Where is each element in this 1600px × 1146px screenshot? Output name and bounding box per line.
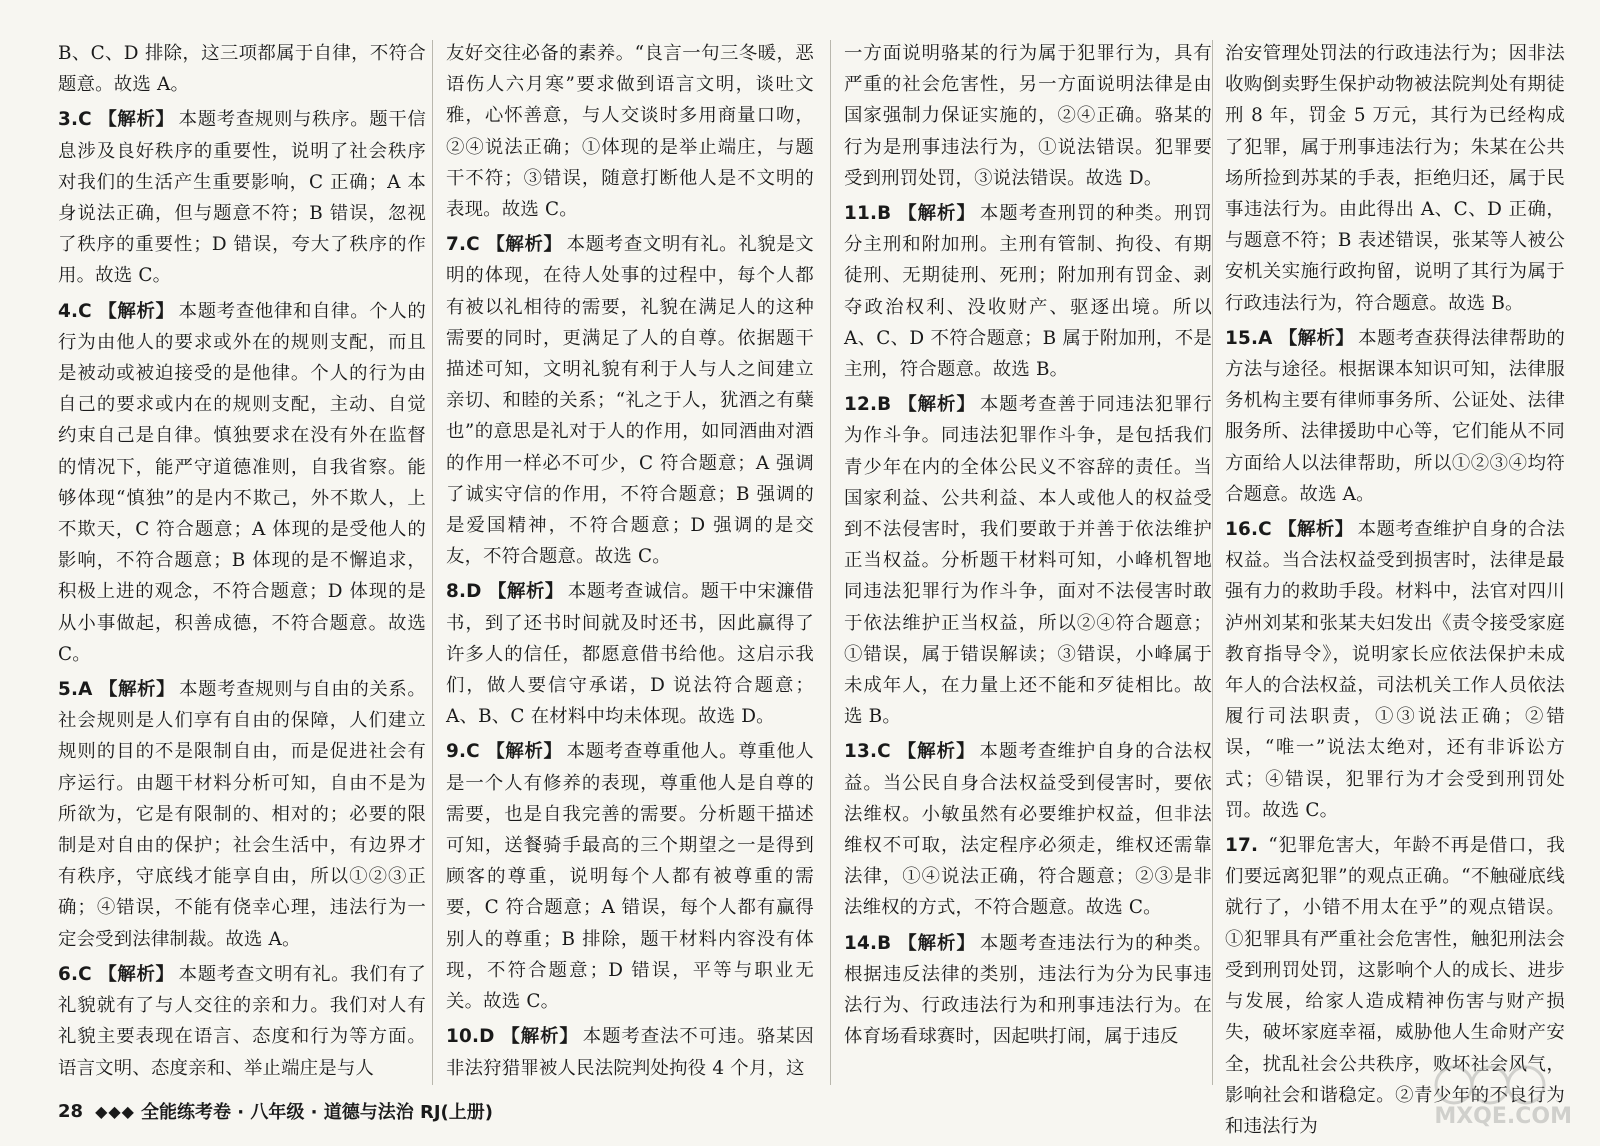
answer-text: 本题考查尊重他人。尊重他人是一个人有修养的表现，尊重他人是自尊的需要，也是自我完善的需要。分析题干描述可知，送餐骑手最高的三个期望之一是得到顾客的尊重，说明每个人都有被尊重的需要，C 符合题意；A 错误，每个人都有赢得别人的尊重；B 排除，题干材料内容没有体现，不符合题意；D 错误，平等与职业无关。故选 C。 [446,741,814,1013]
analysis-tag: 【解析】 [98,679,176,701]
answer-number: 16.C [1225,519,1272,541]
column-2 [446,38,814,1088]
analysis-tag: 【解析】 [97,109,175,131]
answer-number: 8.D [446,581,482,603]
analysis-tag: 【解析】 [485,741,563,763]
page-number: 28 [58,1100,84,1122]
continuation-text: 一方面说明骆某的行为属于犯罪行为，具有严重的社会危害性，另一方面说明法律是由国家强制力保证实施的，②④正确。骆某的行为是刑事违法行为，①说法错误。犯罪要受到刑罚处罚，③说法错误。故选 D。 [844,43,1212,189]
answer-number: 5.A [58,679,93,701]
answer-number: 4.C [58,300,92,322]
answer-text: 本题考查诚信。题干中宋濂借书，到了还书时间就及时还书，因此赢得了许多人的信任，都愿意借书给他。这启示我们，做人要信守承诺，D 说法符合题意；A、B、C 在材料中均未体现。故选 D。 [446,581,814,728]
answer-entry-6 [58,959,426,1084]
answer-text: 本题考查法不可违。骆某因非法狩猎罪被人民法院判处拘役 4 个月，这 [446,1026,814,1079]
answer-text: 本题考查善于同违法犯罪行为作斗争。同违法犯罪作斗争，是包括我们青少年在内的全体公民义不容辞的责任。当国家利益、公共利益、本人或他人的权益受到不法侵害时，我们要敢于并善于依法维护正当权益。分析题干材料可知，小峰机智地同违法犯罪行为作斗争，面对不法侵害时敢于依法维护正当权益，所以②④符合题意；①错误，属于错误解读；③错误，小峰属于未成年人，在力量上还不能和歹徒相比。故选 B。 [844,394,1212,728]
answer-entry-3 [58,104,426,291]
answer-text: 本题考查规则与自由的关系。社会规则是人们享有自由的保障，人们建立规则的目的不是限制自由，而是促进社会有序运行。由题干材料分析可知，自由不是为所欲为，它是有限制的、相对的；必要的限制是对自由的保护；社会生活中，有边界才有秩序，守底线才能享自由，所以①②③正确；④错误，不能有侥幸心理，违法行为一定会受到法律制裁。故选 A。 [58,679,426,950]
analysis-tag: 【解析】 [1278,327,1355,349]
answer-entry-12 [844,389,1212,732]
column-divider [1212,40,1213,1085]
page-footer [58,1098,493,1124]
answer-text: 本题考查他律和自律。个人的行为由他人的要求或外在的规则支配，而且是被动或被迫接受的是他律。个人的行为由自己的要求或内在的规则支配，主动、自觉约束自己是自律。慎独要求在没有外在监督的情况下，能严守道德准则，自我省察。能够体现“慎独”的是内不欺己，外不欺人，上不欺天，C 符合题意；A 体现的是受他人的影响，不符合题意；B 体现的是不懈追求，积极上进的观念，不符合题意；D 体现的是从小事做起，积善成德，不符合题意。故选 C。 [58,300,426,665]
answer-number: 3.C [58,109,92,131]
answer-entry-13 [844,736,1212,923]
answer-entry-10 [446,1021,814,1083]
column-divider [432,40,433,1085]
watermark-icon [1432,1063,1572,1107]
answer-entry-7 [446,229,814,572]
answer-number: 14.B [844,932,892,954]
answer-entry-9 [446,736,814,1017]
continuation-text: 治安管理处罚法的行政违法行为；因非法收购倒卖野生保护动物被法院判处有期徒刑 8 年，罚金 5 万元，其行为已经构成了犯罪，属于刑事违法行为；朱某在公共场所捡到苏某的手表，拒绝归还，属于民事违法行为。由此得出 A、C、D 正确，与题意不符；B 表述错误，张某等人被公安机关实施行政拘留，说明了其行为属于行政违法行为，符合题意。故选 B。 [1225,43,1565,314]
answer-text: 本题考查规则与秩序。题干信息涉及良好秩序的重要性，说明了社会秩序对我们的生活产生重要影响，C 正确；A 本身说法正确，但与题意不符；B 错误，忽视了秩序的重要性；D 错误，夸大了秩序的作用。故选 C。 [58,109,426,287]
answer-number: 11.B [844,203,892,225]
answer-number: 6.C [58,963,92,985]
answer-text: “犯罪危害大，年龄不再是借口，我们要远离犯罪”的观点正确。“不触碰底线就行了，小错不用太在乎”的观点错误。①犯罪具有严重社会危害性，触犯刑法会受到刑罚处罚，这影响个人的成长、进步与发展，给家人造成精神伤害与财产损失，破坏家庭幸福，威胁他人生命财产安全，扰乱社会公共秩序，败坏社会风气，影响社会和谐稳定。②青少年的不良行为和违法行为 [1225,835,1565,1137]
answer-entry-15 [1225,323,1565,510]
column-4 [1225,38,1565,1146]
column-3 [844,38,1212,1057]
analysis-tag: 【解析】 [1277,519,1354,541]
analysis-tag: 【解析】 [897,394,976,416]
analysis-tag: 【解析】 [897,203,976,225]
analysis-tag: 【解析】 [97,300,175,322]
answer-text: 本题考查文明有礼。礼貌是文明的体现，在待人处事的过程中，每个人都有被以礼相待的需要，礼貌在满足人的这种需要的同时，更满足了人的自尊。依据题干描述可知，文明礼貌有利于人与人之间建立亲切、和睦的关系；“礼之于人，犹酒之有蘖也”的意思是礼对于人的作用，如同酒曲对酒的作用一样必不可少，C 符合题意；A 强调了诚实守信的作用，不符合题意；B 强调的是爱国精神，不符合题意；D 强调的是交友，不符合题意。故选 C。 [446,234,814,568]
answer-entry-14 [844,928,1212,1053]
continuation-text: B、C、D 排除，这三项都属于自律，不符合题意。故选 A。 [58,43,426,96]
column-divider [830,40,831,1085]
answer-text: 本题考查获得法律帮助的方法与途径。根据课本知识可知，法律服务机构主要有律师事务所、公证处、法律服务所、法律援助中心等，它们能从不同方面给人以法律帮助，所以①②③④均符合题意。故选 A。 [1225,327,1565,505]
answer-number: 15.A [1225,327,1273,349]
column-1 [58,38,426,1088]
analysis-tag: 【解析】 [896,741,976,763]
answer-entry-16 [1225,514,1565,826]
diamond-icons: ◆◆◆ [95,1101,135,1121]
answer-text: 本题考查违法行为的种类。根据违反法律的类别，违法行为分为民事违法行为、行政违法行为和刑事违法行为。在体育场看球赛时，因起哄打闹，属于违反 [844,932,1212,1048]
answer-text: 本题考查文明有礼。我们有了礼貌就有了与人交往的亲和力。我们对人有礼貌主要表现在语言、态度和行为等方面。语言文明、态度亲和、举止端庄是与人 [58,963,426,1079]
analysis-tag: 【解析】 [485,234,563,256]
answer-number: 10.D [446,1026,495,1048]
analysis-tag: 【解析】 [500,1026,579,1048]
answer-number: 7.C [446,234,480,256]
answer-entry-5 [58,674,426,955]
watermark-text: MXQE.COM [1434,1104,1572,1129]
answer-entry-11 [844,198,1212,385]
answer-entry-4 [58,296,426,670]
continuation-text: 友好交往必备的素养。“良言一句三冬暖，恶语伤人六月寒”要求做到语言文明，谈吐文雅，心怀善意，与人交谈时多用商量口吻，②④说法正确；①体现的是举止端庄，与题干不符；③错误，随意打断他人是不文明的表现。故选 C。 [446,43,814,221]
analysis-tag: 【解析】 [487,581,564,603]
answer-number: 17. [1225,835,1259,857]
answer-number: 9.C [446,741,480,763]
answer-number: 12.B [844,394,892,416]
answer-text: 本题考查刑罚的种类。刑罚分主刑和附加刑。主刑有管制、拘役、有期徒刑、无期徒刑、死刑；附加刑有罚金、剥夺政治权利、没收财产、驱逐出境。所以 A、C、D 不符合题意；B 属于附加刑，不是主刑，符合题意。故选 B。 [844,203,1212,381]
analysis-tag: 【解析】 [897,932,976,954]
answer-text: 本题考查维护自身的合法权益。当合法权益受到损害时，法律是最强有力的救助手段。材料中，法官对四川泸州刘某和张某夫妇发出《责令接受家庭教育指导令》，说明家长应依法保护未成年人的合法权益，司法机关工作人员依法履行司法职责，①③说法正确；②错误，“唯一”说法太绝对，还有非诉讼方式；④错误，犯罪行为才会受到刑罚处罚。故选 C。 [1225,519,1565,821]
answer-number: 13.C [844,741,891,763]
watermark-logo [1432,1063,1572,1129]
book-title: 全能练考卷 · 八年级 · 道德与法治 RJ(上册) [140,1102,494,1123]
answer-entry-8 [446,576,814,732]
answer-text: 本题考查维护自身的合法权益。当公民自身合法权益受到侵害时，要依法维权。小敏虽然有必要维护权益，但非法维权不可取，法定程序必须走，维权还需靠法律，①④说法正确，符合题意；②③是非法维权的方式，不符合题意。故选 C。 [844,741,1212,919]
analysis-tag: 【解析】 [97,963,175,985]
